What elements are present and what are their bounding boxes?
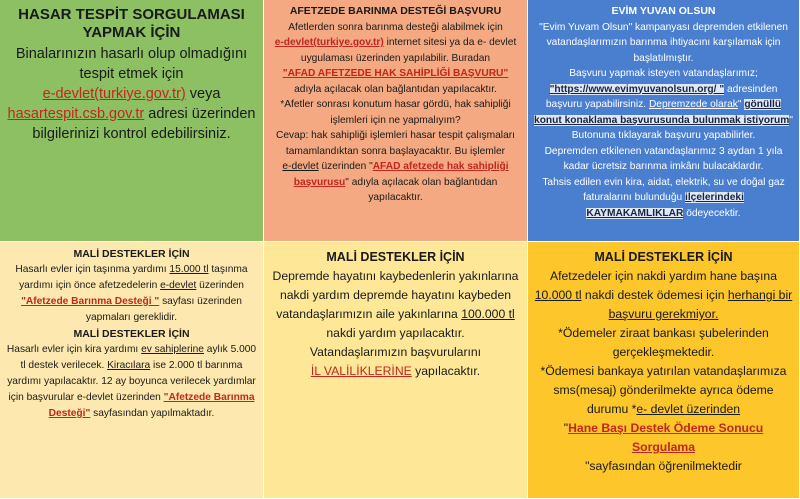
evim-text-2: Başvuru yapmak isteyen vatandaşlarımız; bbox=[569, 68, 758, 79]
shelter-edevlet-text: e-devlet bbox=[282, 161, 319, 172]
fin1-homeowners: ev sahiplerine bbox=[141, 344, 204, 355]
household-payment-query-link[interactable]: Hane Başı Destek Ödeme Sonucu Sorgulama bbox=[568, 421, 764, 454]
fin1-text-7: ise 2.000 tl barınma yardımı yapılacaktır. 12 ay boyunca verilecek yardımlar için başvurular e-devlet üzerinden bbox=[7, 360, 256, 403]
fin3-text-4: *Ödemesi bankaya yatırılan vatandaşlarımıza sms(mesaj) gönderilmekte ayrıca ödeme durumu * bbox=[540, 364, 787, 416]
fin2-text-1: Depremde hayatını kaybedenlerin yakınlarına nakdi yardım depremde hayatını kaybeden vatandaşlarımızın aile yakınlarına bbox=[272, 269, 519, 321]
fin3-no-application: herhangi bir başvuru gerekmiyor. bbox=[608, 288, 793, 321]
damage-assessment-text bbox=[6, 44, 257, 144]
fin1-amount-1: 15.000 tl bbox=[169, 264, 209, 275]
evim-text-9: ödeyecektir. bbox=[683, 207, 741, 219]
evim-yuvan-title: EVİM YUVAN OLSUN bbox=[611, 5, 716, 17]
volunteer-housing-button-text: gönüllü konut konaklama başvurusunda bulunmak istiyorum bbox=[534, 99, 790, 126]
shelter-text-8: " adıyla açılacak olan bağlantıdan yapılacaktır. bbox=[345, 176, 498, 203]
damage-assessment-title: HASAR TESPİT SORGULAMASI YAPMAK İÇİN bbox=[18, 6, 245, 41]
evim-text-8: Tahsis edilen evin kira, aidat, elektrik, su ve doğal gaz faturalarını bulunduğu bbox=[542, 176, 785, 203]
financial-support-title-1: MALİ DESTEKLER İÇİN bbox=[73, 248, 190, 260]
shelter-support-page-link-1[interactable]: "Afetzede Barınma Desteği " bbox=[21, 296, 160, 307]
fin1-text-1: Hasarlı evler için taşınma yardımı bbox=[15, 264, 170, 275]
evim-text-6: " Butonuna tıklayarak başvuru yapabilirler. bbox=[571, 114, 793, 141]
fin3-text-1: Afetzedeler için nakdi yardım hane başına bbox=[550, 269, 777, 283]
fin3-amount: 10.000 tl bbox=[534, 288, 582, 302]
fin1-edevlet: e-devlet bbox=[160, 280, 197, 291]
fin1-text-2: taşınma yardımı için önce afetzedelerin bbox=[19, 264, 248, 291]
shelter-question: *Afetler sonrası konutum hasar gördü, hak sahipliği işlemleri için ne yapmalıyım? bbox=[280, 99, 511, 126]
evim-text-3: adresinden başvuru yapabilirsiniz. bbox=[545, 83, 778, 110]
financial-support-title-4: MALİ DESTEKLER İÇİN bbox=[594, 250, 733, 264]
fin3-text-6: "sayfasından öğrenilmektedir bbox=[585, 459, 742, 473]
damage-text-2: veya bbox=[185, 86, 221, 102]
hasartespit-link[interactable]: hasartespit.csb.gov.tr bbox=[7, 106, 145, 122]
governorships-link[interactable]: İL VALİLİKLERİNE bbox=[310, 364, 412, 378]
evim-highlight-districts: ilçelerindeki bbox=[685, 192, 744, 203]
afad-application-link[interactable]: "AFAD AFETZEDE HAK SAHİPLİĞİ BAŞVURU" bbox=[282, 68, 509, 79]
shelter-text-2: internet sitesi ya da e- devlet uygulaması üzerinden yapılabilir. Buradan bbox=[300, 37, 517, 64]
fin1-text-8: sayfasından yapılmaktadır. bbox=[90, 408, 215, 419]
evim-yuvan-panel bbox=[528, 0, 800, 242]
damage-text-3: adresi üzerinden bilgilerinizi kontrol edebilirsiniz. bbox=[32, 106, 256, 142]
fin1-text-6: aylık 5.000 tl destek verilecek. bbox=[20, 344, 257, 371]
fin1-text-5: Hasarlı evler için kira yardımı bbox=[6, 344, 142, 355]
financial-support-title-2: MALİ DESTEKLER İÇİN bbox=[73, 328, 190, 340]
fin3-edevlet: e- devlet üzerinden bbox=[636, 402, 741, 416]
bereavement-aid-text bbox=[270, 267, 521, 381]
moving-aid-text bbox=[6, 262, 257, 326]
evim-text-1: "Evim Yuvam Olsun" kampanyası depremden etkilenen vatandaşlarımızın barınma ihtiyacını karşılamak için başlatılmıştır. bbox=[539, 21, 788, 64]
shelter-answer: Cevap: hak sahipliği işlemleri hasar tespit çalışmaları tamamlandıktan sonra başlayacaktır. Bu işlemler bbox=[276, 130, 515, 157]
fin1-text-3: üzerinden bbox=[196, 280, 244, 291]
fin1-tenants: Kiracılara bbox=[107, 360, 151, 371]
financial-support-moving-panel bbox=[0, 242, 264, 499]
fin2-text-4: yapılacaktır. bbox=[411, 364, 481, 378]
shelter-text-1: Afetlerden sonra barınma desteği alabilmek için bbox=[288, 21, 503, 33]
evim-text-7: Depremden etkilenen vatandaşlarımız 3 aydan 1 yıla kadar ücretsiz barınma imkânı bulacaklardır. bbox=[544, 145, 783, 172]
rent-aid-text bbox=[6, 342, 257, 422]
household-aid-text bbox=[534, 267, 793, 476]
fin2-text-3: Vatandaşlarımızın başvurularını bbox=[309, 345, 482, 359]
shelter-text-3: adıyla açılacak olan bağlantıdan yapılacaktır. bbox=[294, 83, 497, 95]
fin3-text-2: nakdi destek ödemesi için bbox=[581, 288, 728, 302]
financial-support-household-panel bbox=[528, 242, 800, 499]
edevlet-link[interactable]: e-devlet(turkiye.gov.tr) bbox=[42, 86, 186, 102]
evim-text-5: " bbox=[737, 99, 745, 110]
evim-yuvan-text bbox=[534, 20, 793, 222]
evim-text-4: Depremzede olarak bbox=[648, 99, 738, 110]
fin2-amount: 100.000 tl bbox=[461, 307, 515, 321]
fin3-text-5: " bbox=[563, 421, 569, 435]
financial-support-title-3: MALİ DESTEKLER İÇİN bbox=[326, 250, 465, 264]
fin3-text-3: *Ödemeler ziraat bankası şubelerinden gerçekleşmektedir. bbox=[558, 326, 769, 359]
shelter-support-page-link-2[interactable]: "Afetzede Barınma Desteği" bbox=[48, 392, 255, 419]
fin1-text-4: sayfası üzerinden yapmaları gereklidir. bbox=[85, 296, 242, 323]
shelter-support-text bbox=[270, 20, 521, 206]
financial-support-bereavement-panel bbox=[264, 242, 528, 499]
fin2-text-2: nakdi yardım yapılacaktır. bbox=[326, 326, 465, 340]
damage-text-1: Binalarınızın hasarlı olup olmadığını tespit etmek için bbox=[15, 46, 248, 82]
evim-website-link[interactable]: "https://www.evimyuvanolsun.org/ " bbox=[549, 83, 725, 95]
shelter-text-7: üzerinden " bbox=[318, 161, 373, 172]
shelter-edevlet-link[interactable]: e-devlet(turkiye.gov.tr) bbox=[274, 37, 384, 48]
shelter-support-panel bbox=[264, 0, 528, 242]
damage-assessment-panel bbox=[0, 0, 264, 242]
afad-rights-link[interactable]: AFAD afetzede hak sahipliği başvurusu bbox=[293, 161, 509, 188]
shelter-support-title: AFETZEDE BARINMA DESTEĞİ BAŞVURU bbox=[289, 5, 502, 17]
evim-highlight-kaymakamliklar: KAYMAKAMLIKLAR bbox=[586, 207, 684, 219]
